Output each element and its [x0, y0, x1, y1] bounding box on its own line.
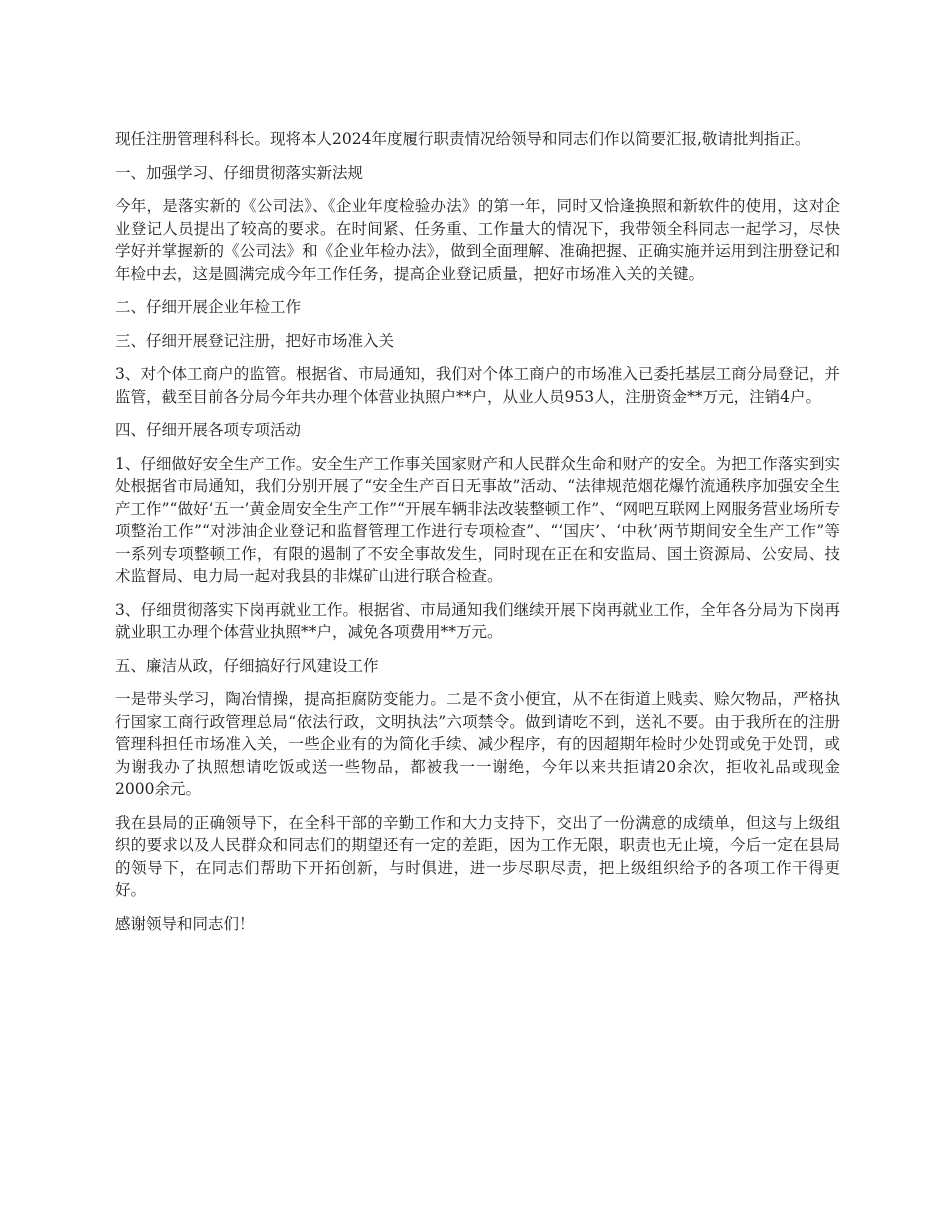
closing-paragraph: 我在县局的正确领导下，在全科干部的辛勤工作和大力支持下，交出了一份满意的成绩单，但这与上级组织的要求以及人民群众和同志们的期望还有一定的差距，因为工作无限，职责也无止境，今后一定在县局的领导下，在同志们帮助下开拓创新，与时俱进，进一步尽职尽责，把上级组织给予的各项工作干得更好。 — [115, 813, 840, 899]
section-heading-1: 一、加强学习、仔细贯彻落实新法规 — [115, 163, 364, 182]
section-heading-5: 五、廉洁从政，仔细搞好行风建设工作 — [115, 656, 379, 675]
section-4-paragraph-1: 1、仔细做好安全生产工作。安全生产工作事关国家财产和人民群众生命和财产的安全。为把工作落实到实处根据省市局通知，我们分别开展了“安全生产百日无事故”活动、“法律规范烟花爆竹流通秩序加强安全生产工作”“做好‘五一’黄金周安全生产工作”“开展车辆非法改装整顿工作”、“网吧互联网上网服务营业场所专项整治工作”“对涉油企业登记和监督管理工作进行专项检查”、“‘国庆’、‘中秋’两节期间安全生产工作”等一系列专项整顿工作，有限的遏制了不安全事故发生，同时现在正在和安监局、国土资源局、公安局、技术监督局、电力局一起对我县的非煤矿山进行联合检查。 — [115, 454, 840, 585]
section-4-paragraph-3: 3、仔细贯彻落实下岗再就业工作。根据省、市局通知我们继续开展下岗再就业工作，全年各分局为下岗再就业职工办理个体营业执照**户，减免各项费用**万元。 — [115, 600, 840, 641]
section-heading-4: 四、仔细开展各项专项活动 — [115, 421, 302, 439]
intro-paragraph: 现任注册管理科科长。现将本人2024年度履行职责情况给领导和同志们作以简要汇报,敬请批判指正。 — [115, 130, 811, 148]
section-1-paragraph: 今年，是落实新的《公司法》、《企业年度检验办法》的第一年，同时又恰逢换照和新软件的使用，这对企业登记人员提出了较高的要求。在时间紧、任务重、工作量大的情况下，我带领全科同志一起学习，尽快学好并掌握新的《公司法》和《企业年检办法》，做到全面理解、准确把握、正确实施并运用到注册登记和年检中去，这是圆满完成今年工作任务，提高企业登记质量，把好市场准入关的关键。 — [115, 197, 840, 283]
section-5-paragraph: 一是带头学习，陶冶情操，提高拒腐防变能力。二是不贪小便宜，从不在街道上贱卖、赊欠物品，严格执行国家工商行政管理总局“依法行政，文明执法”六项禁令。做到请吃不到，送礼不要。由于我所在的注册管理科担任市场准入关，一些企业有的为简化手续、减少程序，有的因超期年检时少处罚或免于处罚，或为谢我办了执照想请吃饭或送一些物品，都被我一一谢绝，今年以来共拒请20余次，拒收礼品或现金2000余元。 — [115, 690, 840, 798]
section-heading-2: 二、仔细开展企业年检工作 — [115, 298, 302, 316]
section-heading-3: 三、仔细开展登记注册，把好市场准入关 — [115, 331, 395, 350]
document-page — [115, 128, 840, 946]
section-3-paragraph: 3、对个体工商户的监管。根据省、市局通知，我们对个体工商户的市场准入已委托基层工商分局登记，并监管，截至目前各分局今年共办理个体营业执照户**户，从业人员953人，注册资金**万元，注销4户。 — [115, 365, 840, 406]
thanks-line: 感谢领导和同志们！ — [115, 914, 255, 933]
